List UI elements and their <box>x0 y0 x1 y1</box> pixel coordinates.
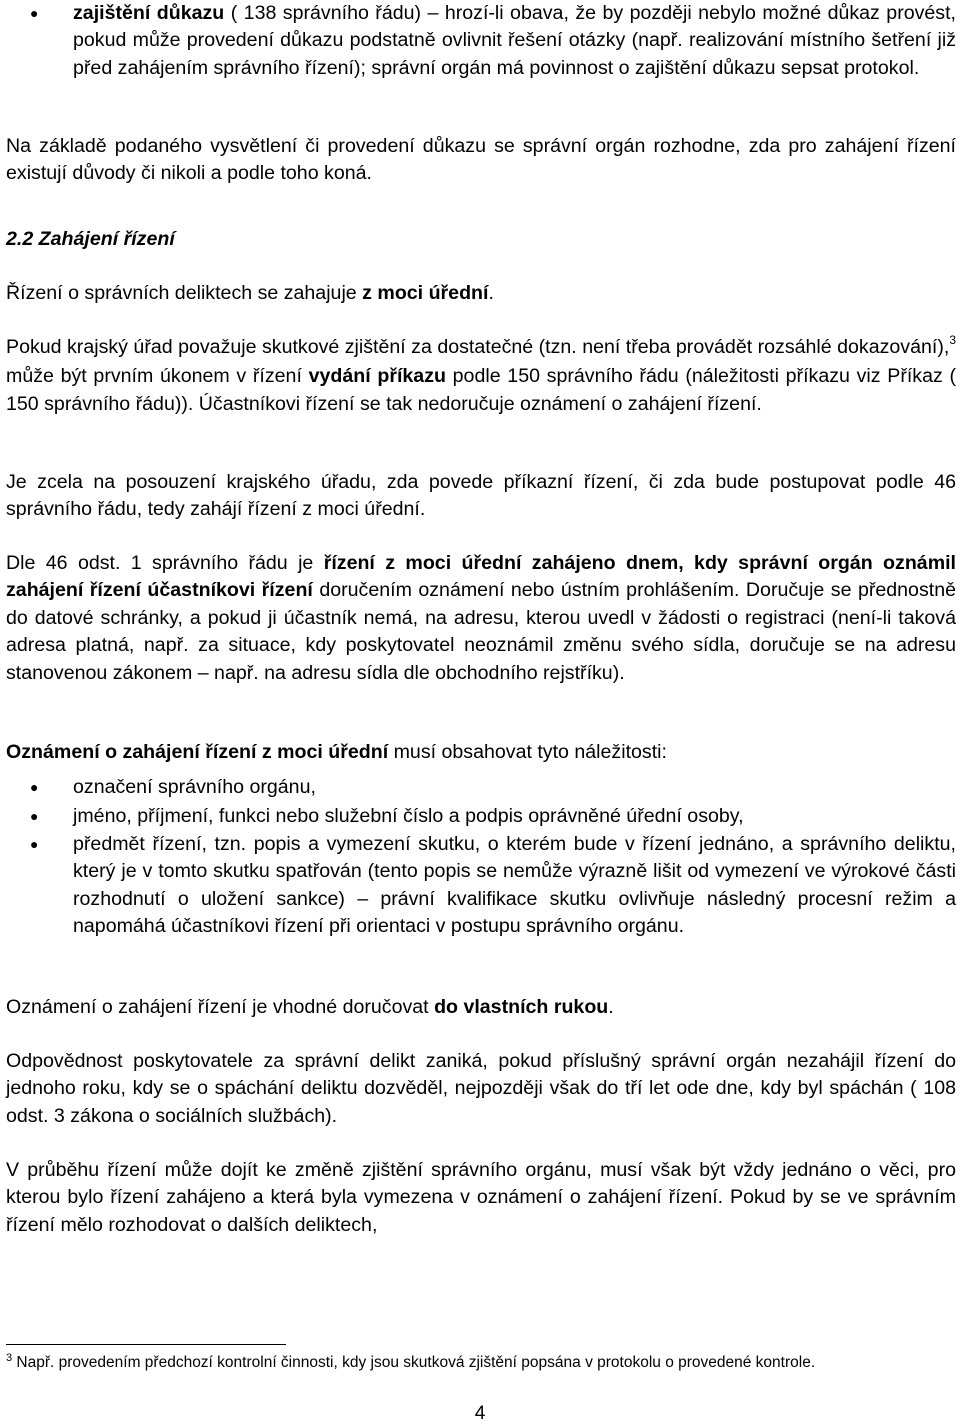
footnote: $^3$ Např. provedením předchozí kontrolní činnosti, kdy jsou skutková zjištění popsána v protokolu o provedené kontrole. <box>6 1352 816 1371</box>
list-item: ● jméno, příjmení, funkci nebo služební číslo a podpis oprávněné úřední osoby, <box>6 803 956 830</box>
paragraph: Dle 46 odst. 1 správního řádu je řízení z moci úřední zahájeno dnem, kdy správní orgán oznámil zahájení řízení účastníkovi řízení doručením oznámení nebo ústním prohlášením. Doručuje se přednostně do datové schránky, a pokud ji účastník nemá, na adresu, kterou uvedl v žádosti o registraci (není-li taková adresa platná, např. za situace, kdy poskytovatel neoznámil změnu svého sídla, doručuje se na adresu stanovenou zákonem – např. na adresu sídla dle obchodního rejstříku). <box>6 552 956 684</box>
footnote-divider <box>6 1344 286 1345</box>
paragraph: V průběhu řízení může dojít ke změně zjištění správního orgánu, musí však být vždy jednáno o věci, pro kterou bylo řízení zahájeno a která byla vymezena v oznámení o zahájení řízení. Pokud by se ve správním řízení mělo rozhodovat o dalších deliktech, <box>6 1159 956 1236</box>
paragraph: Oznámení o zahájení řízení z moci úřední musí obsahovat tyto náležitosti: <box>6 741 667 763</box>
paragraph: Oznámení o zahájení řízení je vhodné doručovat do vlastních rukou. <box>6 996 614 1018</box>
paragraph: Odpovědnost poskytovatele za správní delikt zaniká, pokud příslušný správní orgán nezahájil řízení do jednoho roku, kdy se o spáchání deliktu dozvěděl, nejpozději však do tří let ode dne, kdy byl spáchán ( 108 odst. 3 zákona o sociálních službách). <box>6 1050 956 1127</box>
paragraph: Řízení o správních deliktech se zahajuje z moci úřední. <box>6 282 494 304</box>
bullet-icon: ● <box>30 808 39 824</box>
bullet-icon: ● <box>30 5 39 21</box>
list-item: ● označení správního orgánu, <box>6 774 956 801</box>
page-number: 4 <box>474 1403 486 1424</box>
paragraph: Pokud krajský úřad považuje skutkové zjištění za dostatečné (tzn. není třeba provádět rozsáhlé dokazování),$^3$ může být prvním úkonem v řízení vydání příkazu podle 150 správního řádu (náležitosti příkazu viz Příkaz ( 150 správního řádu)). Účastníkovi řízení se tak nedoručuje oznámení o zahájení řízení. <box>6 333 956 415</box>
paragraph: Na základě podaného vysvětlení či provedení důkazu se správní orgán rozhodne, zda pro zahájení řízení existují důvody či nikoli a podle toho koná. <box>6 135 956 185</box>
footnote-ref[interactable]: 3 <box>949 333 956 347</box>
footnote-number: 3 <box>6 1352 13 1364</box>
section-heading: 2.2 Zahájení řízení <box>6 228 175 250</box>
bullet-icon: ● <box>30 836 39 852</box>
paragraph: Je zcela na posouzení krajského úřadu, zda povede příkazní řízení, či zda bude postupovat podle 46 správního řádu, tedy zahájí řízení z moci úřední. <box>6 471 956 521</box>
bullet-icon: ● <box>30 779 39 795</box>
list-item: ● zajištění důkazu ( 138 správního řádu) – hrozí-li obava, že by později nebylo možné důkaz provést, pokud může provedení důkazu podstatně ovlivnit řešení otázky (např. realizování místního šetření již před zahájením správního řízení); správní orgán má povinnost o zajištění důkazu sepsat protokol. <box>30 2 956 79</box>
list-item: ● předmět řízení, tzn. popis a vymezení skutku, o kterém bude v řízení jednáno, a správního deliktu, který je v tomto skutku spatřován (tento popis se nemůže výrazně lišit od vymezení ve výrokové části rozhodnutí o uložení sankce) – právní kvalifikace skutku ovlivňuje následný procesní režim a napomáhá účastníkovi řízení při orientaci v postupu správního orgánu. <box>30 833 956 938</box>
